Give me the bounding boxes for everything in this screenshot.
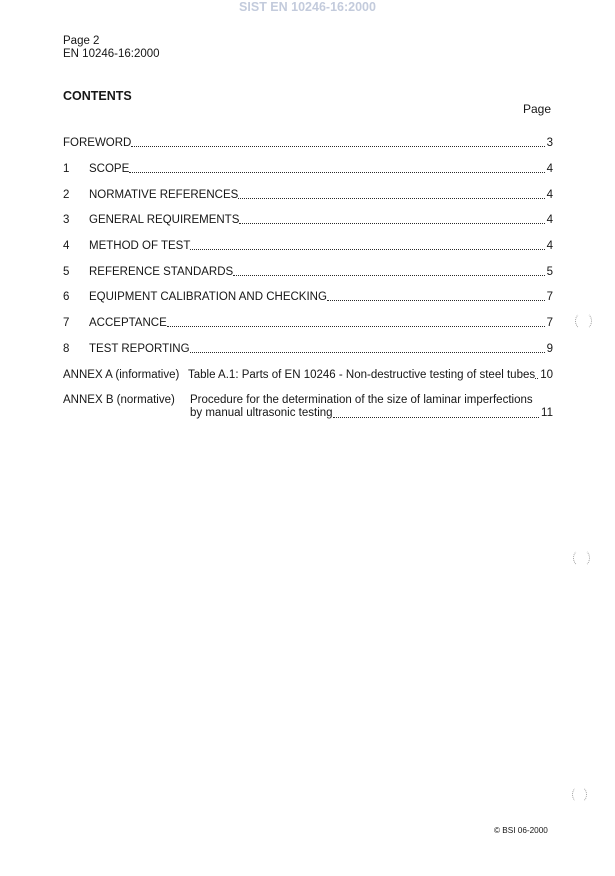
page-number-label: Page 2 xyxy=(63,35,100,47)
toc-entry-title: NORMATIVE REFERENCES xyxy=(89,189,239,201)
toc-entry-title: EQUIPMENT CALIBRATION AND CHECKING xyxy=(89,291,327,303)
punch-hole-mark xyxy=(572,786,587,803)
toc-entry-title: REFERENCE STANDARDS xyxy=(89,266,234,278)
toc-entry-title: SCOPE xyxy=(89,163,130,175)
toc-dot-leader xyxy=(190,352,545,353)
annex-label: ANNEX B (normative) xyxy=(63,394,175,406)
toc-entry-page: 7 xyxy=(546,317,553,329)
annex-title-line: by manual ultrasonic testing xyxy=(190,407,333,419)
toc-annex-a xyxy=(63,368,553,382)
toc-entry xyxy=(63,188,553,202)
toc-entry-number: 6 xyxy=(63,291,70,303)
punch-hole-mark xyxy=(573,549,590,567)
toc-entry-title: FOREWORD xyxy=(63,137,132,149)
toc-dot-leader xyxy=(190,249,544,250)
toc-entry-page: 4 xyxy=(546,214,553,226)
punch-hole-mark xyxy=(575,312,592,330)
toc-entry xyxy=(63,213,553,227)
toc-entry xyxy=(63,162,553,176)
toc-annex-b xyxy=(63,394,553,420)
toc-entry-number: 1 xyxy=(63,163,70,175)
toc-entry-number: 2 xyxy=(63,189,70,201)
toc-dot-leader xyxy=(327,300,545,301)
toc-entry-title: ACCEPTANCE xyxy=(89,317,167,329)
annex-title-last-line xyxy=(190,407,553,420)
toc-dot-leader xyxy=(333,417,539,418)
toc-entry-page: 11 xyxy=(541,407,553,419)
toc-entry-page: 9 xyxy=(546,343,553,355)
toc-dot-leader xyxy=(131,146,544,147)
annex-label: ANNEX A (informative) xyxy=(63,369,180,381)
toc-entry-page: 7 xyxy=(546,291,553,303)
toc-entry xyxy=(63,342,553,356)
standard-designation: EN 10246-16:2000 xyxy=(63,48,160,60)
toc-entry-title: TEST REPORTING xyxy=(89,343,190,355)
toc-dot-leader xyxy=(233,275,544,276)
contents-heading: CONTENTS xyxy=(63,89,132,103)
toc-entry-page: 3 xyxy=(546,137,553,149)
annex-title: Table A.1: Parts of EN 10246 - Non-destructive testing of steel tubes xyxy=(188,369,536,381)
toc-dot-leader xyxy=(167,326,545,327)
toc-entry xyxy=(63,316,553,330)
toc-entry-foreword xyxy=(63,136,553,150)
toc-entry xyxy=(63,239,553,253)
toc-entry-page: 4 xyxy=(546,240,553,252)
watermark: SIST EN 10246-16:2000 xyxy=(239,0,376,14)
toc-entry xyxy=(63,265,553,279)
toc-entry-page: 4 xyxy=(546,163,553,175)
toc-entry-page: 10 xyxy=(540,369,553,381)
toc-entry xyxy=(63,290,553,304)
toc-entry-number: 8 xyxy=(63,343,70,355)
toc-entry-title: METHOD OF TEST xyxy=(89,240,191,252)
annex-title-line: Procedure for the determination of the size of laminar imperfections xyxy=(190,394,533,406)
annex-title-block xyxy=(190,394,553,420)
toc-entry-number: 3 xyxy=(63,214,70,226)
toc-entry-page: 5 xyxy=(546,266,553,278)
toc-entry-number: 4 xyxy=(63,240,70,252)
toc-entry-number: 5 xyxy=(63,266,70,278)
toc-dot-leader xyxy=(238,198,544,199)
toc-dot-leader xyxy=(129,172,544,173)
toc-entry-number: 7 xyxy=(63,317,70,329)
toc-dot-leader xyxy=(535,378,538,379)
toc-entry-title: GENERAL REQUIREMENTS xyxy=(89,214,240,226)
page-column-label: Page xyxy=(522,102,551,116)
toc-entry-page: 4 xyxy=(546,189,553,201)
toc-dot-leader xyxy=(239,223,544,224)
copyright-footer: © BSI 06-2000 xyxy=(494,826,548,835)
